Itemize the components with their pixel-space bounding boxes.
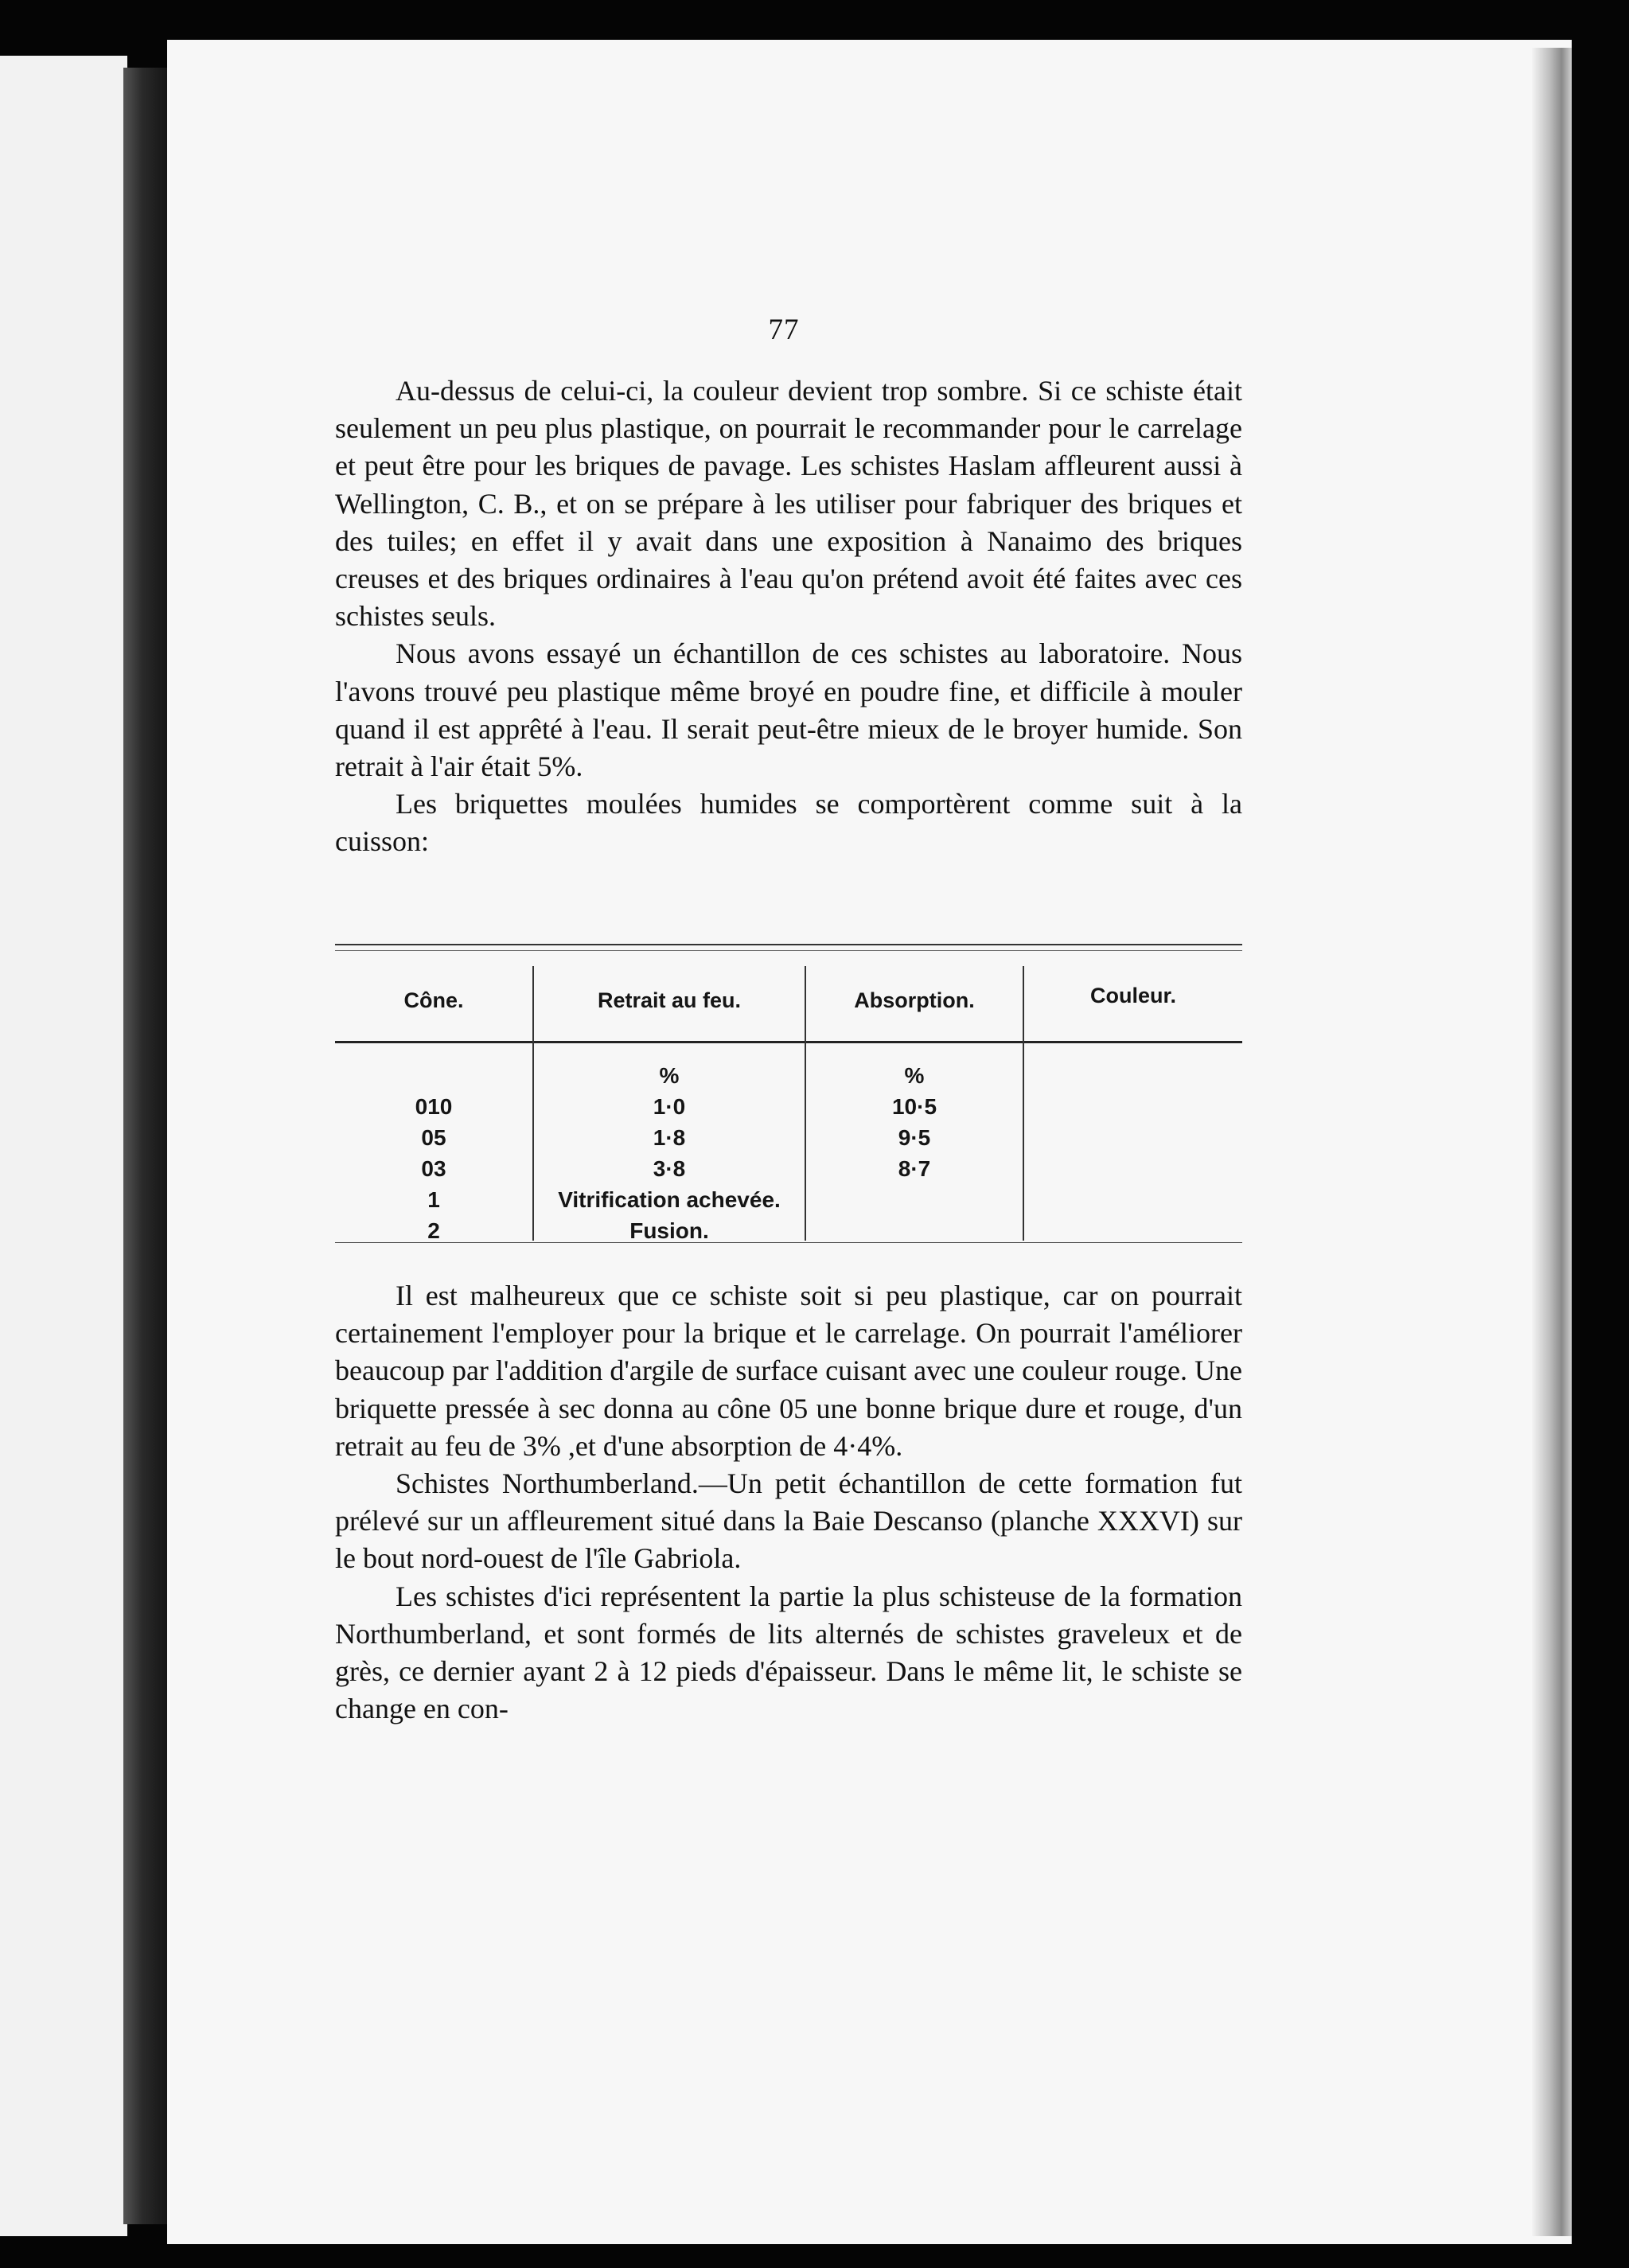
firing-results-table [335, 944, 1242, 1246]
paragraph: Nous avons essayé un échantillon de ces schistes au laboratoire. Nous l'avons trouvé peu plastique même broyé en poudre fine, et difficile à mouler quand il est apprêté à l'eau. Il serait peut-être mieux de le broyer humide. Son retrait à l'air était 5%. [335, 637, 1242, 783]
table-cell [335, 1060, 532, 1091]
table-cell [806, 1184, 1023, 1215]
column-cone [335, 1060, 532, 1246]
table-cell: 1·0 [653, 1094, 686, 1119]
table-cell: 03 [421, 1156, 446, 1181]
column-absorption [806, 1060, 1023, 1246]
header-cone: Cône. [403, 988, 464, 1012]
left-page [0, 56, 127, 2236]
table-cell: 010 [415, 1094, 453, 1119]
paragraph: Il est malheureux que ce schiste soit si peu plastique, car on pourrait certainement l'employer pour la brique et le carrelage. On pourrait l'améliorer beaucoup par l'addition d'argile de surface cuisant avec une couleur rouge. Une briquette pressée à sec donna au cône 05 une bonne brique dure et rouge, d'un retrait au feu de 3% ,et d'une absorption de 4·4%. [335, 1280, 1242, 1462]
paragraph: Au-dessus de celui-ci, la couleur devient trop sombre. Si ce schiste était seulement un peu plus plastique, on pourrait le recommander pour le carrelage et peut être pour les briques de pavage. Les schistes Haslam affleurent aussi à Wellington, C. B., et on se prépare à les utiliser pour fabriquer des briques et des tuiles; en effet il y avait dans une exposition à Nanaimo des briques creuses et des briques ordinaires à l'eau qu'on prétend avoit été faites avec ces schistes seuls. [335, 375, 1242, 633]
table-cell: % [904, 1063, 925, 1088]
paragraph: Les schistes d'ici représentent la partie la plus schisteuse de la formation Northumberland, et sont formés de lits alternés de schistes graveleux et de grès, ce dernier ayant 2 à 12 pieds d'épaisseur. Dans le même lit, le schiste se change en con- [335, 1580, 1242, 1725]
table-cell: 10·5 [891, 1094, 937, 1119]
table-cell: 1 [427, 1187, 440, 1212]
table-cell: 05 [421, 1125, 446, 1150]
page-edge-shadow [1532, 48, 1572, 2236]
column-retrait [534, 1060, 805, 1246]
table-cell: 1·8 [653, 1125, 686, 1150]
table-top-rule-thin [335, 950, 1242, 951]
table-cell: 8·7 [898, 1156, 931, 1181]
table-top-rule [335, 944, 1242, 945]
binding-shadow [123, 68, 171, 2224]
table-cell: 3·8 [653, 1156, 686, 1181]
header-absorption: Absorption. [854, 988, 975, 1012]
table-cell: 2 [427, 1218, 440, 1243]
table-header-rule [335, 1041, 1242, 1043]
table-cell: 9·5 [898, 1125, 931, 1150]
table-cell: Vitrification achevée. [558, 1187, 781, 1212]
table-cell: Fusion. [629, 1218, 709, 1243]
paragraph: Les briquettes moulées humides se comportèrent comme suit à la cuisson: [335, 788, 1242, 858]
text-before-table [335, 372, 1242, 861]
header-retrait: Retrait au feu. [597, 988, 742, 1012]
text-after-table [335, 1277, 1242, 1728]
page-number: 77 [768, 314, 800, 346]
paragraph: Schistes Northumberland.—Un petit échantillon de cette formation fut prélevé sur un affleurement situé dans la Baie Descanso (planche XXXVI) sur le bout nord-ouest de l'île Gabriola. [335, 1467, 1242, 1575]
table-cell [806, 1215, 1023, 1246]
header-couleur: Couleur. [1089, 984, 1176, 1007]
table-cell: % [659, 1063, 680, 1088]
